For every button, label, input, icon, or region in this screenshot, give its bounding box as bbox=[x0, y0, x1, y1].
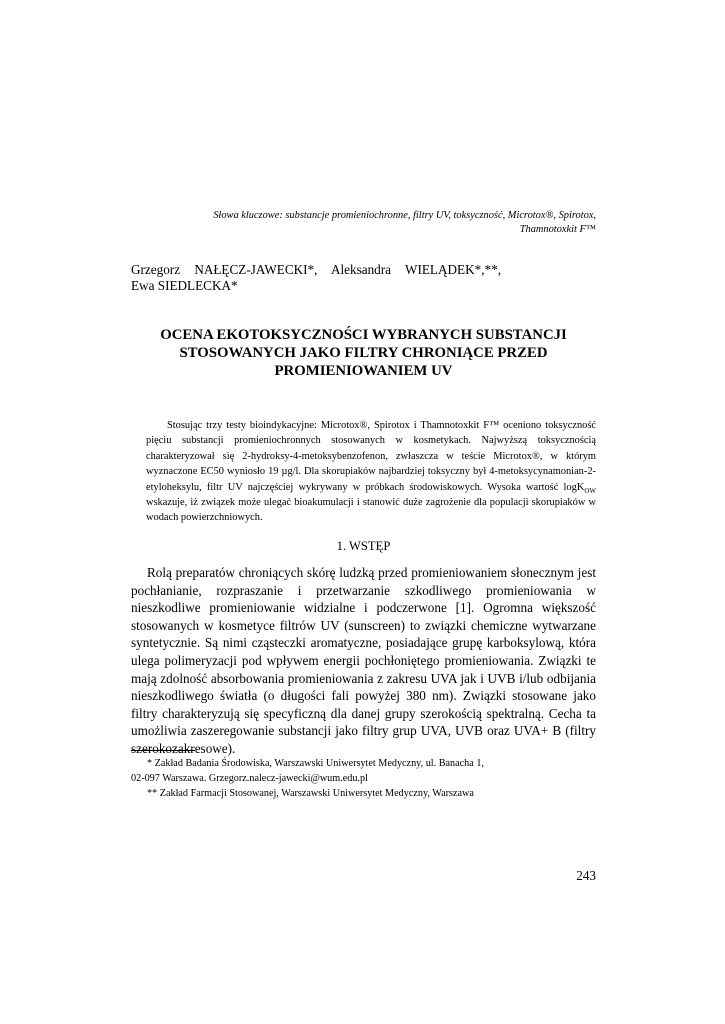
footnote-1-line-2: 02-097 Warszawa. Grzegorz.nalecz-jawecki@wum.edu.pl bbox=[131, 773, 368, 784]
abstract bbox=[146, 418, 596, 526]
footnote-divider bbox=[131, 750, 195, 751]
keywords bbox=[140, 209, 596, 237]
authors-line-1: Grzegorz NAŁĘCZ-JAWECKI*, Aleksandra WIELĄDEK*,**, bbox=[131, 262, 501, 277]
paper-title bbox=[131, 326, 596, 380]
authors-line-2: Ewa SIEDLECKA* bbox=[131, 278, 238, 293]
keywords-line-1: Słowa kluczowe: substancje promieniochronne, filtry UV, toksyczność, Microtox®, Spirotox, bbox=[213, 210, 596, 221]
title-line-3: PROMIENIOWANIEM UV bbox=[274, 363, 453, 379]
footnotes bbox=[131, 756, 531, 801]
abstract-text: Stosując trzy testy bioindykacyjne: Microtox®, Spirotox i Thamnotoxkit F™ oceniono toksyczność pięciu substancji promieniochronnych stosowanych w kosmetykach. Najwyższą toksycznością charakteryzował się 2-hydroksy-4-metoksybenzofenon, zwłaszcza w teście Microtox®, w którym wyznaczone EC50 wyniosło 19 µg/l. Dla skorupiaków najbardziej toksyczny był 4-metoksycynamonian-2-etyloheksylu, filtr UV najczęściej wykrywany w próbkach środowiskowych. Wysoka wartość logK bbox=[146, 420, 596, 493]
title-line-1: OCENA EKOTOKSYCZNOŚCI WYBRANYCH SUBSTANCJI bbox=[160, 327, 567, 343]
footnote-1-line-1: * Zakład Badania Środowiska, Warszawski Uniwersytet Medyczny, ul. Banacha 1, bbox=[147, 758, 484, 769]
title-line-2: STOSOWANYCH JAKO FILTRY CHRONIĄCE PRZED bbox=[179, 345, 548, 361]
footnote-2: ** Zakład Farmacji Stosowanej, Warszawski Uniwersytet Medyczny, Warszawa bbox=[147, 788, 474, 799]
page-number: 243 bbox=[576, 868, 596, 883]
keywords-line-2: Thamnotoxkit F™ bbox=[519, 224, 596, 235]
section-heading: 1. WSTĘP bbox=[336, 539, 391, 553]
abstract-subscript: OW bbox=[584, 486, 596, 495]
body-paragraph: Rolą preparatów chroniących skórę ludzką przed promieniowaniem słonecznym jest pochłanianie, rozpraszanie i przetwarzanie szkodliwego promieniowania w nieszkodliwe promieniowanie widzialne i podczerwone [1]. Ogromna większość stosowanych w kosmetyce filtrów UV (sunscreen) to związki chemiczne wytwarzane syntetycznie. Są nimi cząsteczki aromatyczne, posiadające grupę karboksylową, która ulega polimeryzacji pod wpływem energii pochłoniętego promieniowania. Związki te mają zdolność absorbowania promieniowania z zakresu UVA jak i UVB i/lub odbijania nieszkodliwego światła (o długości fali powyżej 380 nm). Związki stosowane jako filtry charakteryzują się specyficzną dla danej grupy szerokością spektralną. Cecha ta umożliwia zaszeregowanie substancji jako filtry grup UVA, UVB oraz UVA+ B (filtry szerokozakresowe). bbox=[131, 565, 596, 756]
authors bbox=[131, 262, 501, 294]
abstract-text-continued: wskazuje, iż związek może ulegać bioakumulacji i stanowić duże zagrożenie dla populacji skorupiaków w wodach powierzchniowych. bbox=[146, 497, 596, 524]
